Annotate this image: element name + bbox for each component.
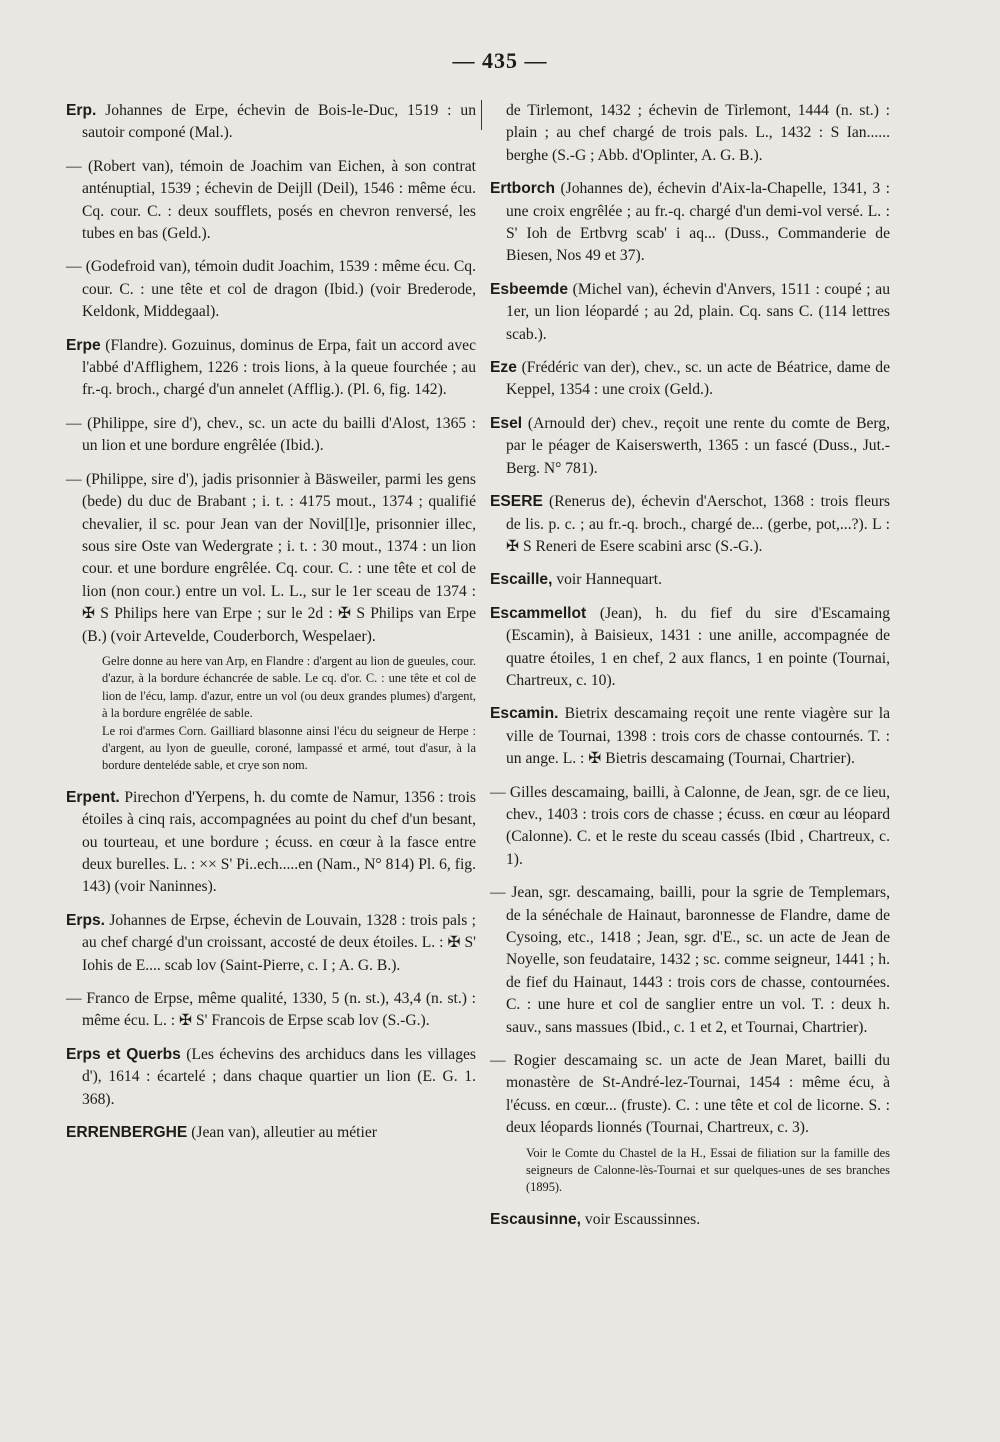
entry-headword: Esel (490, 414, 523, 432)
entry-headword: Eze (490, 359, 517, 377)
entry-text: (Jean), h. du fief du sire d'Escamaing (Escamin), à Baisieux, 1431 : une anille, accompagnée de quatre étoiles, 1 en chef, 2 aux flancs, 1 en pointe (Tournai, Chartreux, c. 10). (506, 604, 890, 689)
dictionary-entry (66, 1122, 476, 1144)
dictionary-entry (490, 569, 890, 591)
entry-text: (Renerus de), échevin d'Aerschot, 1368 : trois fleurs de lis. p. c. ; au fr.-q. broch., chargé de... (gerbe, pot,...?). L : ✠ S Reneri de Esere scabini arsc (S.-G.). (506, 493, 890, 555)
entry-text: — Gilles descamaing, bailli, à Calonne, de Jean, sgr. de ce lieu, chev., 1403 : trois cors de chasse ; écuss. en cœur au léopard (Calonne). C. et le reste du sceau cassés (Ibid , Chartreux, c. 1). (490, 783, 890, 868)
entry-text: — Franco de Erpse, même qualité, 1330, 5 (n. st.), 43,4 (n. st.) : même écu. L. : ✠ S' Francois de Erpse scab lov (S.-G.). (66, 990, 476, 1030)
entry-headword: Escammellot (490, 604, 587, 622)
entry-text: (Arnould der) chev., reçoit une rente du comte de Berg, par le péager de Kaiserswerth, 1365 : un fascé (Duss., Jut.-Berg. N° 781). (506, 414, 890, 477)
dictionary-entry (490, 703, 890, 770)
entry-text: (Michel van), échevin d'Anvers, 1511 : coupé ; au 1er, un lion léopardé ; au 2d, plain. Cq. sans C. (114 lettres scab.). (506, 280, 890, 343)
entry-text: Bietrix descamaing reçoit une rente viagère sur la ville de Tournai, 1398 : trois cors de chasse contournés. T. : un ange. L. : ✠ Bietris descamaing (Tournai, Chartrier). (506, 705, 890, 768)
entry-headword: Erpe (66, 336, 101, 354)
entry-text: de Tirlemont, 1432 ; échevin de Tirlemont, 1444 (n. st.) : plain ; au chef chargé de trois pals. L., 1432 : S Ian...... berghe (S.-G ; Abb. d'Oplinter, A. G. B.). (506, 102, 890, 164)
entry-continuation (490, 100, 890, 167)
entry-text: Johannes de Erpe, échevin de Bois-le-Duc, 1519 : un sautoir componé (Mal.). (82, 102, 476, 142)
entry-headword: Erpent. (66, 788, 120, 806)
dictionary-entry (490, 357, 890, 402)
dictionary-entry (66, 1044, 476, 1111)
entry-continuation (66, 156, 476, 246)
entry-text: — (Robert van), témoin de Joachim van Eichen, à son contrat anténuptial, 1539 ; échevin de Deijll (Deil), 1546 : même écu. Cq. cour. C. : deux soufflets, posés en chevron renversé, les tubes en bas (Geld.). (66, 157, 476, 243)
entry-headword: Esbeemde (490, 280, 569, 298)
entry-headword: Erps et Querbs (66, 1045, 181, 1063)
dictionary-entry (490, 1209, 890, 1231)
dictionary-entry (490, 413, 890, 480)
entry-headword: Ertborch (490, 180, 555, 198)
entry-continuation (66, 469, 476, 648)
footnote-paragraph: Gelre donne au here van Arp, en Flandre : d'argent au lion de gueules, cour. d'azur, à la bordure échancrée de sable. Le cq. d'or. C. : une tête et col de lion de l'écu, lamp. d'azur, entre un vol (ou deux grandes plumes) d'argent, à la bordure engrêlée de sable. (102, 653, 476, 721)
entry-headword: Erps. (66, 911, 105, 929)
entry-text: Pirechon d'Yerpens, h. du comte de Namur, 1356 : trois étoiles à cinq rais, accompagnées au point du chef d'un besant, ou tourteau, et une bordure ; écuss. en cœur à la fasce entre deux burelles. L. : ×× S' Pi..ech.....en (Nam., N° 814) Pl. 6, fig. 143) (voir Naninnes). (82, 788, 476, 896)
entry-text: (Jean van), alleutier au métier (187, 1124, 377, 1142)
entry-headword: Escausinne, (490, 1210, 582, 1228)
entry-text: — (Philippe, sire d'), chev., sc. un acte du bailli d'Alost, 1365 : un lion et une bordure engrêlée (Ibid.). (66, 414, 476, 455)
entry-headword: Escaille, (490, 571, 553, 589)
entry-continuation (490, 782, 890, 872)
entry-headword: ESERE (490, 493, 543, 511)
entry-headword: Escamin. (490, 705, 559, 723)
page-number: — 435 — (452, 48, 548, 73)
entry-text: (Flandre). Gozuinus, dominus de Erpa, fait un accord avec l'abbé d'Afflighem, 1226 : trois lions, à la queue fourchée ; au fr.-q. broch., chargé d'un annelet (Afflig.). (Pl. 6, fig. 142). (82, 336, 476, 399)
dictionary-entry (66, 910, 476, 977)
entry-text: — (Philippe, sire d'), jadis prisonnier à Bäsweiler, parmi les gens (bede) du duc de Brabant ; i. t. : 4175 mout., 1374 ; qualifié chevalier, il sc. pour Jean van der Novil[l]e, prisonnier illec, sous sire Oste van Wedergrate ; i. t. : 30 mout., 1374 : un lion cour. et une bordure engrêlée. Cq. cour. C. : une tête et col de lion (non cour.) entre un vol. L. L., sur le 1er sceau de 1374 : ✠ S Philips here van Erpe ; sur le 2d : ✠ S Philips van Erpe (B.) (voir Artevelde, Couderborch, Wespelaer). (66, 470, 476, 645)
entry-continuation (66, 256, 476, 323)
dictionary-entry (66, 100, 476, 145)
entry-headword: ERRENBERGHE (66, 1124, 188, 1142)
dictionary-entry (490, 279, 890, 346)
entry-headword: Erp. (66, 102, 97, 119)
entry-text: — Rogier descamaing sc. un acte de Jean Maret, bailli du monastère de St-André-lez-Tournai, 1454 : même écu, à l'écuss. en cœur... (fruste). C. : une tête et col de licorne. S. : deux léopards lionnés (Tournai, Chartreux, c. 3). (490, 1052, 890, 1137)
entry-text: (Les échevins des archiducs dans les villages d'), 1614 : écartelé ; dans chaque quartier un lion (E. G. 1. 368). (82, 1045, 476, 1108)
footnote-paragraph: Le roi d'armes Corn. Gailliard blasonne ainsi l'écu du seigneur de Herpe : d'argent, au lyon de gueulle, coroné, lampassé et armé, tout d'asur, à la bordure denteléde sable, et crye son nom. (102, 723, 476, 773)
entry-text: — Jean, sgr. descamaing, bailli, pour la sgrie de Templemars, de la sénéchale de Hainaut, baronnesse de Flandre, dame de Cysoing, etc., 1418 ; Jean, sgr. d'E., sc. un acte de Jean de Noyelle, son feudataire, 1432 ; sc. comme seigneur, 1441 ; h. de fief du Hainaut, 1443 : trois cors de chasse, contournées. C. : une hure et col de sanglier entre un vol. T. : deux h. sauv., sans massues (Ibid., c. 1 et 2, et Tournai, Chartrier). (490, 884, 890, 1036)
entry-text: voir Escaussinnes. (581, 1210, 701, 1228)
entry-continuation (66, 413, 476, 458)
left-column (66, 100, 476, 1155)
entry-text: Johannes de Erpse, échevin de Louvain, 1328 : trois pals ; au chef chargé d'un croissant, accosté de deux étoiles. L. : ✠ S' Iohis de E.... scab lov (Saint-Pierre, c. I ; A. G. B.). (82, 911, 476, 974)
entry-text: — (Godefroid van), témoin dudit Joachim, 1539 : même écu. Cq. cour. C. : une tête et col de dragon (Ibid.) (voir Brederode, Keldonk, Middegaal). (66, 258, 476, 321)
entry-text: voir Hannequart. (552, 571, 662, 589)
entry-continuation (66, 988, 476, 1033)
footnote-calonne: Voir le Comte du Chastel de la H., Essai de filiation sur la famille des seigneurs de Calonne-lès-Tournai et sur quelques-unes de ses branches (1895). (526, 1145, 890, 1195)
entry-text: (Frédéric van der), chev., sc. un acte de Béatrice, dame de Keppel, 1354 : une croix (Geld.). (506, 359, 890, 399)
dictionary-entry (490, 603, 890, 693)
dictionary-entry (490, 178, 890, 268)
dictionary-entry (66, 787, 476, 899)
column-divider (481, 100, 482, 130)
entry-continuation (490, 882, 890, 1039)
right-column (490, 100, 890, 1242)
dictionary-entry (490, 491, 890, 558)
entry-text: (Johannes de), échevin d'Aix-la-Chapelle, 1341, 3 : une croix engrêlée ; au fr.-q. chargé d'un demi-vol versé. L. : S' Ioh de Ertbvrg scab' i aq... (Duss., Commanderie de Biesen, Nos 49 et 37). (506, 180, 890, 265)
entry-continuation (490, 1050, 890, 1140)
footnote-gelre (102, 653, 476, 775)
dictionary-entry (66, 335, 476, 402)
